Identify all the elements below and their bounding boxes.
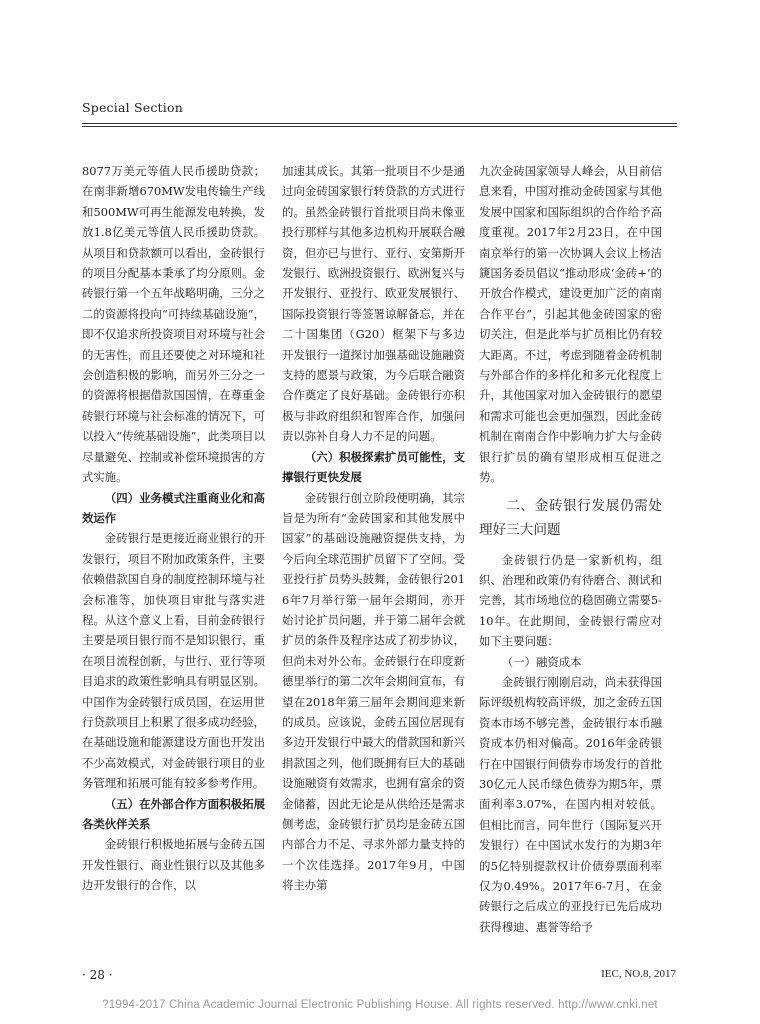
body-paragraph: 九次金砖国家领导人峰会，从目前信息来看，中国对推动金砖国家与其他发展中国家和国际组织的合作给予高度重视。2017年2月23日，在中国南京举行的第一次协调人会议上杨洁篪国务委员倡议“推动形成‘金砖+’的开放合作模式，建设更加广泛的南南合作平台”，引起其他金砖国家的密切关注，但是此举与扩员相比仍有较大距离。不过，考虑到随着金砖机制与外部合作的多样化和多元化程度上升，其他国家对加入金砖银行的愿望和需求可能也会更加强烈，因此金砖机制在南南合作中影响力扩大与金砖银行扩员的确有望形成相互促进之势。 (479, 164, 662, 485)
header-rule-bottom (82, 126, 677, 127)
copyright-line: ?1994-2017 China Academic Journal Electronic Publishing House. All rights reserved. http://www.cnki.net (102, 999, 658, 1011)
section-heading: （五）在外部合作方面积极拓展各类伙伴关系 (82, 796, 265, 831)
section-heading: （六）积极探索扩员可能性，支撑银行更快发展 (282, 449, 465, 485)
body-paragraph: 金砖银行仍是一家新机构，组织、治理和政策仍有待磨合、测试和完善，其市场地位的稳固确立需要5-10年。在此期间，金砖银行需应对如下主要问题： (479, 552, 662, 649)
body-paragraph: 金砖银行创立阶段便明确，其宗旨是为所有“金砖国家和其他发展中国家”的基础设施融资提供支持，为今后向全球范围扩员留下了空间。受亚投行扩员势头鼓舞，金砖银行2016年7月举行第一届年会期间，亦开始讨论扩员问题，并于第二届年会就扩员的条件及程序达成了初步协议，但尚未对外公布。金砖银行在印度新德里举行的第二次年会期间宣布，有望在2018年第三届年会期间迎来新的成员。应该说，金砖五国位居现有多边开发银行中最大的借款国和新兴捐款国之列，他们既拥有巨大的基础设施融资有效需求，也拥有富余的资金储蓄，因此无论是从供给还是需求侧考虑，金砖银行扩员均是金砖五国内部合力不足、寻求外部力量支持的一个次佳选择。2017年9月，中国将主办第 (282, 490, 465, 893)
running-header: Special Section (82, 100, 183, 115)
header-rule-top (82, 123, 677, 124)
text-column-1 (82, 161, 265, 896)
text-column-3 (479, 161, 662, 937)
section-heading: （四）业务模式注重商业化和高效运作 (82, 490, 265, 525)
subsection-heading: （一）融资成本 (501, 654, 582, 669)
body-paragraph: 金砖银行积极地拓展与金砖五国开发性银行、商业性银行以及其他多边开发银行的合作，以 (82, 837, 265, 893)
journal-issue: IEC, NO.8, 2017 (601, 968, 676, 980)
body-paragraph: 8077万美元等值人民币援助贷款；在南非新增670MW发电传输生产线和500MW可再生能源发电转换，发放1.8亿美元等值人民币援助贷款。从项目和贷款额可以看出，金砖银行的项目分配基本秉承了均分原则。金砖银行第一个五年战略明确，三分之二的资源将投向“可持续基础设施”，即不仅追求所投资项目对环境与社会的无害性，而且还要使之对环境和社会创造积极的影响，而另外三分之一的资源将根据借款国国情，在尊重金砖银行环境与社会标准的情况下，可以投入“传统基础设施”，此类项目以尽量避免、控制或补偿环境损害的方式实施。 (82, 164, 265, 485)
body-paragraph: 金砖银行刚刚启动，尚未获得国际评级机构较高评级，加之金砖五国资本市场不够完善，金砖银行本币融资成本仍相对偏高。2016年金砖银行在中国银行间债券市场发行的首批30亿元人民币绿色债券为期5年，票面利率3.07%，在国内相对较低。但相比而言，同年世行（国际复兴开发银行）在中国试水发行的为期3年的5亿特别提款权计价债券票面利率仅为0.49%。2017年6-7月，在金砖银行之后成立的亚投行已先后成功获得穆迪、惠誉等给予 (479, 674, 662, 934)
body-paragraph: 金砖银行是更接近商业银行的开发银行，项目不附加政策条件，主要依赖借款国自身的制度控制环境与社会标准等，加快项目审批与落实进程。从这个意义上看，目前金砖银行主要是项目银行而不是知识银行，重在项目流程创新，与世行、亚行等项目追求的政策性影响具有明显区别。中国作为金砖银行成员国，在运用世行贷款项目上积累了很多成功经验，在基础设施和能源建设方面也开发出不少高效模式，对金砖银行项目的业务管理和拓展可能有较多参考作用。 (82, 531, 265, 791)
text-column-2 (282, 161, 465, 896)
chapter-heading: 二、金砖银行发展仍需处理好三大问题 (479, 497, 662, 538)
body-paragraph: 加速其成长。其第一批项目不少是通过向金砖国家银行转贷款的方式进行的。虽然金砖银行首批项目尚未像亚投行那样与其他多边机构开展联合融资，但亦已与世行、亚行、安第斯开发银行、欧洲投资银行、欧洲复兴与开发银行、亚投行、欧亚发展银行、国际投资银行等签署谅解备忘，并在二十国集团（G20）框架下与多边开发银行一道探讨加强基础设施融资支持的愿景与政策，为今后联合融资合作奠定了良好基础。金砖银行亦积极与非政府组织和智库合作，加强问责以弥补自身人力不足的问题。 (282, 164, 465, 444)
page-number: · 28 · (82, 968, 113, 982)
